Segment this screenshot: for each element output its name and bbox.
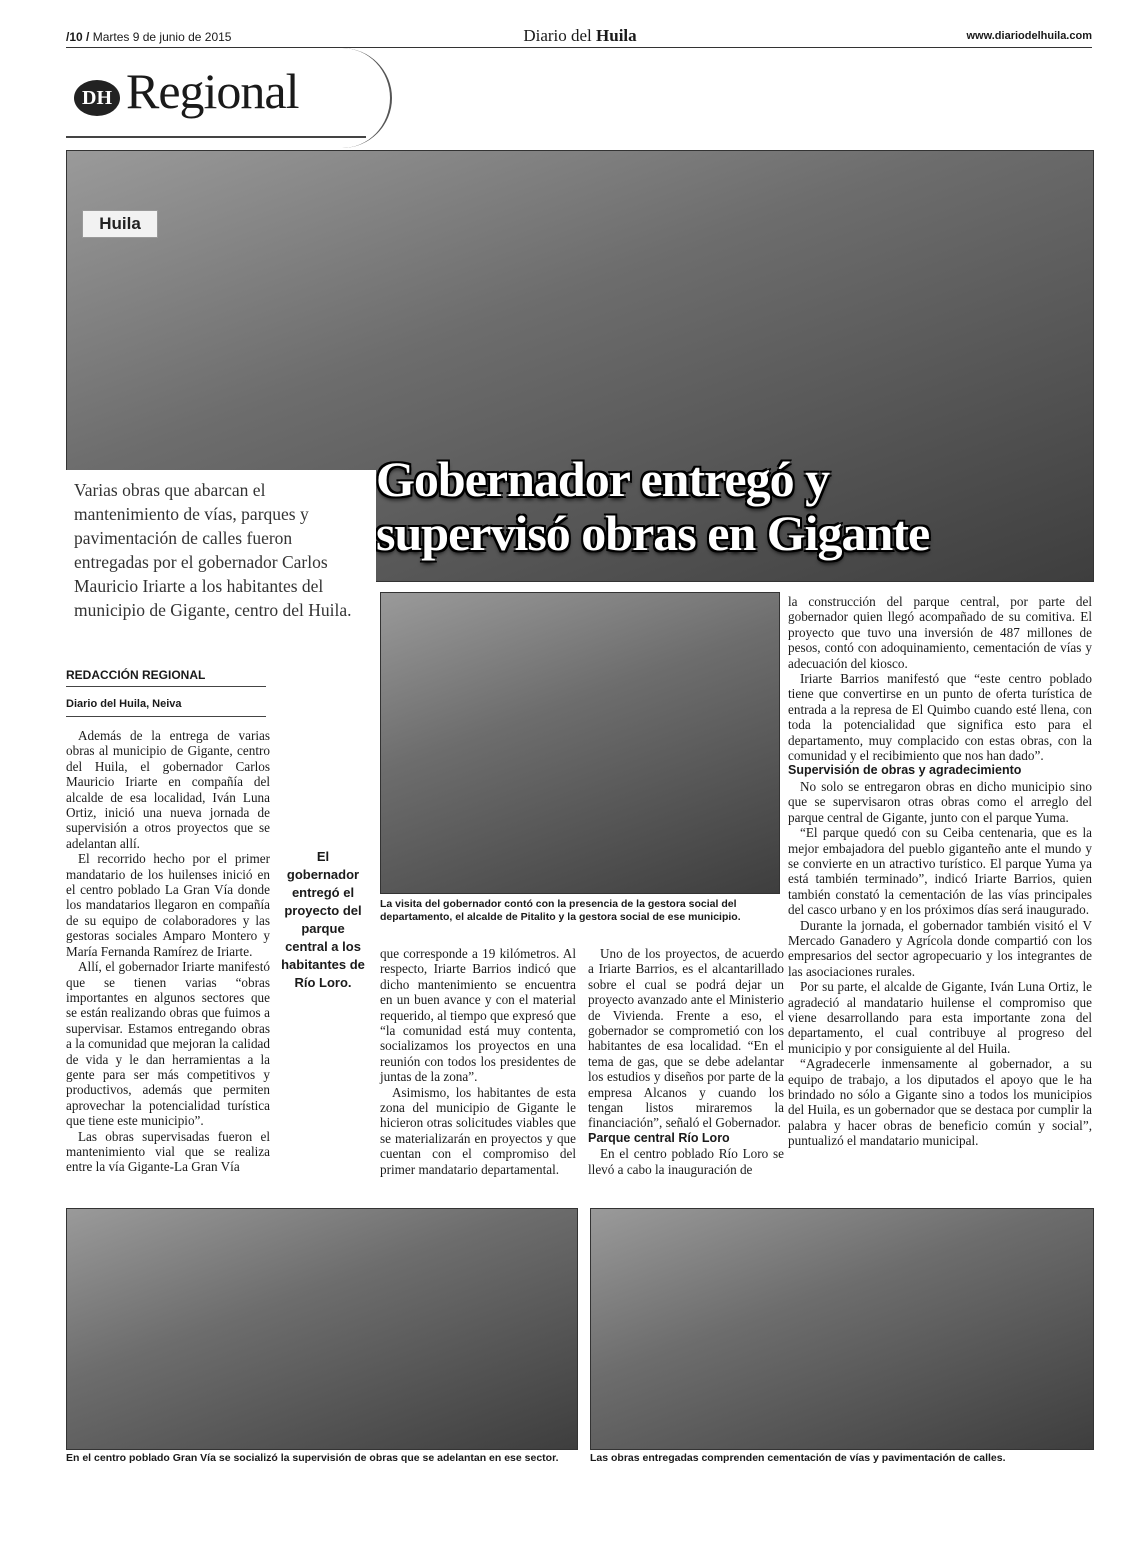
section-divider [66,136,366,138]
dh-logo: DH [74,80,120,116]
section-title: Regional [126,63,299,119]
newspaper-masthead [500,26,660,46]
paragraph: Además de la entrega de varias obras al municipio de Gigante, centro del Huila, el gobernador Carlos Mauricio Iriarte en compañía del alcalde de esa localidad, Iván Luna Ortiz, inició una nueva jornada de supervisión a otros proyectos que se adelantan allí. [66,728,270,851]
headline [376,452,1066,560]
paragraph: En el centro poblado Río Loro se llevó a cabo la inauguración de [588,1146,784,1177]
paragraph: que corresponde a 19 kilómetros. Al respecto, Iriarte Barrios indicó que dicho mantenimiento se encuentra en un buen avance y con el material requerido, al tiempo que expresó que “la comunidad está muy contenta, socializamos los proyectos en una reunión con todos los presidentes de juntas de la zona”. [380,946,576,1085]
paragraph: Uno de los proyectos, de acuerdo a Iriarte Barrios, es el alcantarillado sobre el cual se podrá dejar un proyecto avanzado ante el Ministerio de Vivienda. Frente a eso, el gobernador se comprometió con los habitantes de esa localidad. “En el tema de gas, que se debe adelantar los estudios y diseños por parte de la empresa Alcanos y cuando los tengan listos miraremos la financiación”, señaló el Gobernador. [588,946,784,1131]
article-column-5 [788,594,1092,1149]
page-number: /10 / [66,30,90,44]
issue-date: Martes 9 de junio de 2015 [92,30,232,44]
photo-caption-top: La visita del gobernador contó con la presencia de la gestora social del departamento, el alcalde de Pitalito y la gestora social de ese municipio. [380,898,741,923]
section-decoration [300,48,392,148]
subheading-rio-loro: Parque central Río Loro [588,1130,730,1145]
paragraph: la construcción del parque central, por parte del gobernador quien llegó acompañado de su comitiva. El proyecto que tuvo una inversión de 487 millones de pesos, contó con adoquinamiento, cementación de vías y adecuación del kiosco. [788,594,1092,671]
header-divider [66,47,1092,48]
paragraph: Iriarte Barrios manifestó que “este centro poblado tiene que convertirse en un punto de oferta turística de entrada a la represa de El Quimbo cuando esté llena, con toda la potencialidad que significa esto para el departamento, muy complacido con estas obras, con la comunidad y el recibimiento que nos han dado”. [788,671,1092,764]
headline-line-2: supervisó obras en Gigante [376,505,930,561]
paragraph: “Agradecerle inmensamente al gobernador, a su equipo de trabajo, a los diputados el apoyo que le ha brindado no sólo a Gigante sino a todos los municipios del Huila, es un gobernador que se destaca por cumplir la palabra y hacer obras de beneficio común y social”, puntualizó el mandatario municipal. [788,1056,1092,1149]
lead-text: Varias obras que abarcan el mantenimiento de vías, parques y pavimentación de calles fueron entregadas por el gobernador Carlos Mauricio Iriarte a los habitantes del municipio de Gigante, centro del Huila. [74,480,352,620]
photo-caption-bottom-left: En el centro poblado Gran Vía se socializó la supervisión de obras que se adelantan en ese sector. [66,1452,559,1464]
page-info [66,30,231,44]
paragraph: Asimismo, los habitantes de esta zona del municipio de Gigante le hicieron otras solicitudes viables que se materializarán en proyectos y que cuentan con el compromiso del primer mandatario departamental. [380,1084,576,1177]
subheading-supervision: Supervisión de obras y agradecimiento [788,763,1022,778]
road-works-photo [590,1208,1094,1450]
gran-via-meeting-photo [66,1208,578,1450]
byline-divider [66,686,266,687]
paragraph: Por su parte, el alcalde de Gigante, Iván Luna Ortiz, le agradeció al mandatario huilense el compromiso que viene desarrollando para esta importante zona del departamento, el cual contribuye al progreso del municipio y por consiguiente al del Huila. [788,979,1092,1056]
paragraph: “El parque quedó con su Ceiba centenaria, que es la mejor embajadora del pueblo giganteño ante el mundo y se convierte en un atractivo turístico. El parque Yuma ya está también terminado”, indicó Iriarte Barrios, quien también constató la cementación de las vías principales del casco urbano y en los próximos días será inaugurado. [788,825,1092,918]
masthead-name: Diario del [523,26,592,45]
photo-caption-bottom-right: Las obras entregadas comprenden cementación de vías y pavimentación de calles. [590,1452,1006,1464]
governor-group-photo [380,592,780,894]
masthead-name-bold: Huila [596,26,637,45]
byline-divider-2 [66,716,266,717]
pull-quote: El gobernador entregó el proyecto del parque central a los habitantes de Río Loro. [281,849,365,990]
paragraph: El recorrido hecho por el primer mandatario de los huilenses inició en el centro poblado La Gran Vía donde los mandatarios llegaron en compañía de su equipo de colaboradores y las gestoras sociales Amparo Montero y María Fernanda Ramírez de Iriarte. [66,851,270,959]
headline-line-1: Gobernador entregó y [376,451,830,507]
website-link[interactable]: www.diariodelhuila.com [966,30,1092,42]
byline-author: REDACCIÓN REGIONAL [66,668,206,682]
paragraph: Las obras supervisadas fueron el mantenimiento vial que se realiza entre la vía Gigante-La Gran Vía [66,1128,270,1175]
paragraph: Durante la jornada, el gobernador también visitó el V Mercado Ganadero y Agrícola donde compartió con los empresarios del sector agropecuario y los integrantes de las asociaciones rurales. [788,917,1092,979]
article-column-3 [380,946,576,1177]
byline-location: Diario del Huila, Neiva [66,698,182,710]
article-column-1 [66,728,270,1175]
huila-sign: Huila [82,210,158,238]
paragraph: No solo se entregaron obras en dicho municipio sino que se supervisaron otras obras como el arreglo del parque central de Gigante, junto con el parque Yuma. [788,778,1092,825]
article-column-4 [588,946,784,1177]
paragraph: Allí, el gobernador Iriarte manifestó que se tienen varias “obras importantes en algunos sectores que se están realizando obras que fuimos a supervisar. Estamos entregando obras a la comunidad que mejoran la calidad de vida y le dan herramientas a la gente para ser más competitivos y productivos, además que permiten aprovechar la potencialidad turística que tiene este municipio”. [66,959,270,1129]
